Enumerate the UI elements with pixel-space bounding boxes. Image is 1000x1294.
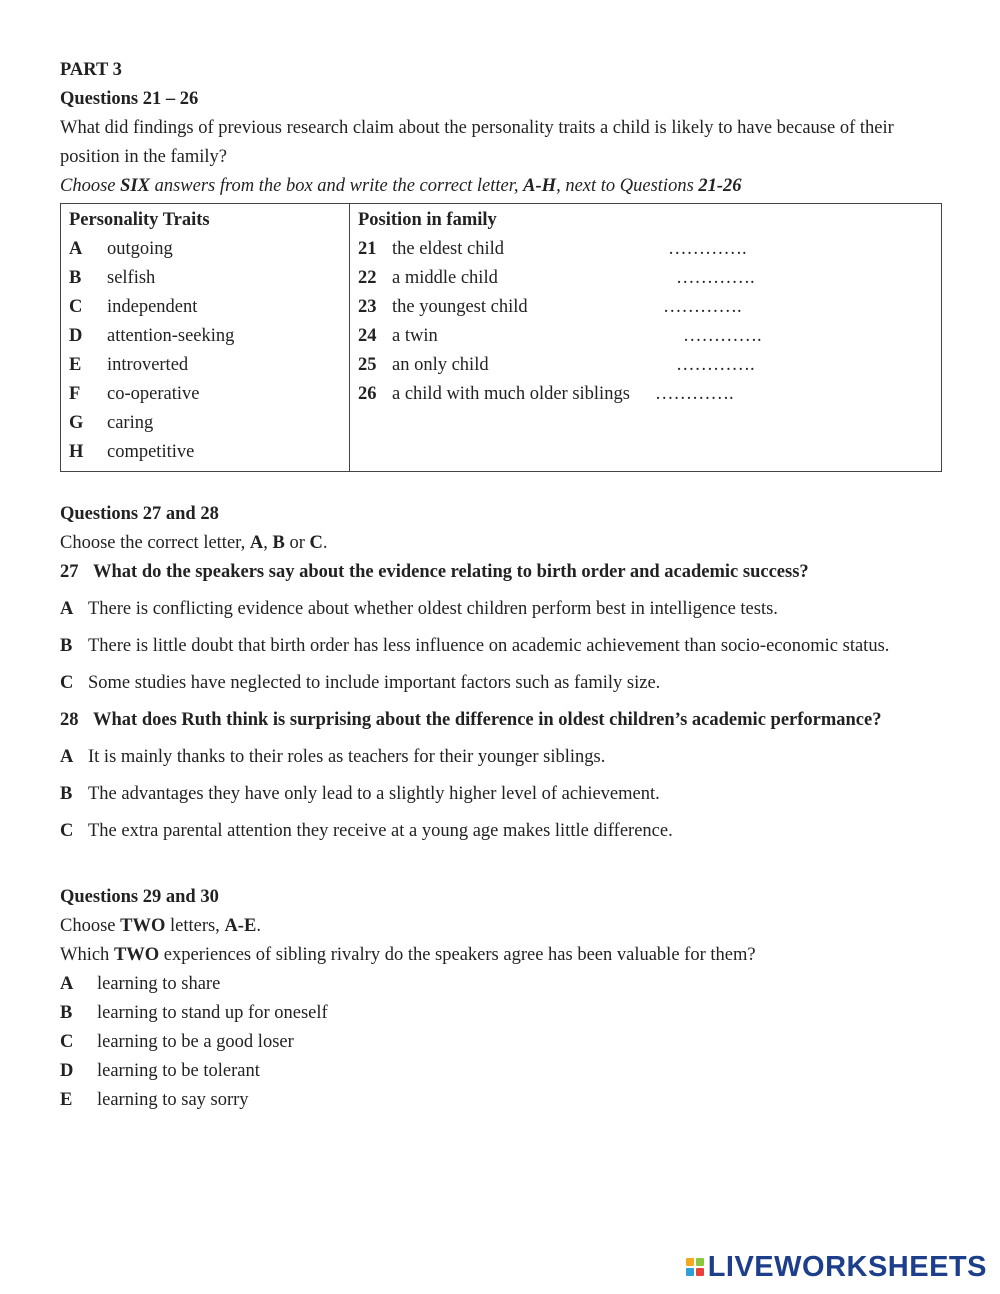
answer-option[interactable] [60, 632, 945, 661]
instruction-text: . [322, 533, 328, 553]
positions-list [358, 235, 933, 409]
position-item [358, 322, 933, 351]
position-item [358, 264, 933, 293]
instruction-bold: A-E [224, 916, 257, 936]
option-text: The advantages they have only lead to a slightly higher level of achievement. [88, 784, 660, 804]
trait-text: introverted [107, 355, 189, 375]
logo-square [686, 1258, 694, 1266]
option-letter: D [60, 1061, 74, 1081]
traits-column [61, 204, 350, 472]
position-number: 26 [358, 384, 377, 404]
trait-item [69, 264, 341, 293]
option-text: The extra parental attention they receive at a young age makes little difference. [88, 821, 673, 841]
option-letter: A [60, 974, 74, 994]
option-letter: C [60, 673, 74, 693]
instruction-bold: C [309, 533, 323, 553]
question-text: What does Ruth think is surprising about the difference in oldest children’s academic performance? [93, 710, 882, 730]
option-text: learning to be a good loser [97, 1032, 294, 1052]
section-heading-29-30: Questions 29 and 30 [60, 887, 219, 907]
trait-text: outgoing [107, 239, 173, 259]
trait-letter: E [69, 355, 82, 375]
trait-text: caring [107, 413, 154, 433]
logo-square [696, 1268, 704, 1276]
logo-square [696, 1258, 704, 1266]
question-number: 27 [60, 562, 79, 582]
instruction-text: Choose the correct letter, [60, 533, 250, 553]
position-text: the eldest child [392, 239, 504, 259]
answer-blank[interactable]: …………. [668, 239, 747, 259]
trait-text: competitive [107, 442, 195, 462]
question-text: Which [60, 945, 114, 965]
answer-blank[interactable]: …………. [683, 326, 762, 346]
trait-text: independent [107, 297, 198, 317]
option-text: There is little doubt that birth order has less influence on academic achievement than socio-economic status. [88, 636, 890, 656]
answer-option[interactable] [60, 780, 945, 809]
option-letter: E [60, 1090, 73, 1110]
question-27 [60, 558, 945, 587]
question-text-21-26: What did findings of previous research claim about the personality traits a child is likely to have because of their position in the family? [60, 118, 894, 167]
answer-option[interactable] [60, 743, 945, 772]
positions-column [350, 204, 942, 472]
position-item [358, 293, 933, 322]
trait-text: attention-seeking [107, 326, 235, 346]
instruction-bold: 21-26 [698, 176, 742, 196]
instruction-bold: TWO [120, 916, 166, 936]
option-letter: B [60, 636, 73, 656]
position-item [358, 351, 933, 380]
trait-item [69, 293, 341, 322]
instruction-text: Choose [60, 916, 121, 936]
section-heading-27-28: Questions 27 and 28 [60, 504, 219, 524]
trait-letter: D [69, 326, 83, 346]
option-text: There is conflicting evidence about whether oldest children perform best in intelligence tests. [88, 599, 778, 619]
traits-list [69, 235, 341, 467]
question-bold: TWO [113, 945, 160, 965]
position-text: an only child [392, 355, 489, 375]
trait-letter: H [69, 442, 84, 462]
answer-option[interactable] [60, 595, 945, 624]
logo-square [686, 1268, 694, 1276]
option-text: learning to stand up for oneself [97, 1003, 328, 1023]
position-number: 23 [358, 297, 377, 317]
section-heading-21-26: Questions 21 – 26 [60, 89, 199, 109]
logo-text: LIVEWORKSHEETS [707, 1250, 987, 1283]
trait-item [69, 409, 341, 438]
option-letter: A [60, 747, 74, 767]
trait-item [69, 380, 341, 409]
question-text: What do the speakers say about the evidence relating to birth order and academic success? [93, 562, 809, 582]
option-letter: C [60, 821, 74, 841]
position-number: 21 [358, 239, 377, 259]
trait-letter: G [69, 413, 84, 433]
answer-blank[interactable]: …………. [655, 384, 734, 404]
liveworksheets-logo [686, 1252, 987, 1282]
option-text: Some studies have neglected to include important factors such as family size. [88, 673, 661, 693]
trait-letter: C [69, 297, 83, 317]
answer-option[interactable] [60, 1057, 945, 1086]
position-text: a child with much older siblings [392, 384, 630, 404]
position-item [358, 380, 933, 409]
answer-option[interactable] [60, 999, 945, 1028]
position-text: a middle child [392, 268, 498, 288]
position-number: 25 [358, 355, 377, 375]
instruction-bold: A [249, 533, 264, 553]
option-letter: B [60, 1003, 73, 1023]
trait-letter: F [69, 384, 81, 404]
instruction-text: Choose [60, 176, 121, 196]
instruction-21-26 [60, 172, 945, 201]
instruction-27-28 [60, 529, 945, 558]
instruction-29-30 [60, 912, 945, 941]
instruction-bold: A-H [523, 176, 557, 196]
question-number: 28 [60, 710, 79, 730]
answer-blank[interactable]: …………. [663, 297, 742, 317]
answer-option[interactable] [60, 817, 945, 846]
question-28 [60, 706, 945, 735]
trait-item [69, 438, 341, 467]
worksheet-page [60, 56, 945, 1115]
instruction-bold: SIX [120, 176, 150, 196]
trait-item [69, 322, 341, 351]
logo-squares-icon [686, 1258, 704, 1276]
question-29-30 [60, 941, 945, 970]
option-letter: B [60, 784, 73, 804]
instruction-text: , next to Questions [556, 176, 699, 196]
trait-item [69, 351, 341, 380]
option-text: It is mainly thanks to their roles as teachers for their younger siblings. [88, 747, 606, 767]
position-text: the youngest child [392, 297, 528, 317]
position-number: 24 [358, 326, 377, 346]
matching-box [60, 203, 942, 472]
answer-blank[interactable]: …………. [676, 268, 755, 288]
instruction-text: . [256, 916, 261, 936]
option-text: learning to say sorry [97, 1090, 249, 1110]
traits-header: Personality Traits [69, 210, 210, 230]
position-item [358, 235, 933, 264]
position-number: 22 [358, 268, 377, 288]
answer-option[interactable] [60, 1086, 945, 1115]
option-text: learning to share [97, 974, 221, 994]
trait-letter: A [69, 239, 83, 259]
answer-option[interactable] [60, 669, 945, 698]
instruction-text: letters, [165, 916, 225, 936]
option-letter: C [60, 1032, 74, 1052]
option-text: learning to be tolerant [97, 1061, 260, 1081]
position-text: a twin [392, 326, 438, 346]
trait-letter: B [69, 268, 82, 288]
answer-option[interactable] [60, 970, 945, 999]
instruction-bold: B [272, 533, 285, 553]
two-letter-options [60, 970, 945, 1115]
option-letter: A [60, 599, 74, 619]
trait-text: co-operative [107, 384, 200, 404]
answer-option[interactable] [60, 1028, 945, 1057]
part-title: PART 3 [60, 60, 122, 80]
answer-blank[interactable]: …………. [676, 355, 755, 375]
position-header: Position in family [358, 210, 497, 230]
multiple-choice-questions [60, 558, 945, 846]
trait-text: selfish [107, 268, 156, 288]
instruction-text: , [263, 533, 273, 553]
trait-item [69, 235, 341, 264]
instruction-text: answers from the box and write the correct letter, [149, 176, 524, 196]
instruction-text: or [284, 533, 310, 553]
question-text: experiences of sibling rivalry do the speakers agree has been valuable for them? [159, 945, 756, 965]
